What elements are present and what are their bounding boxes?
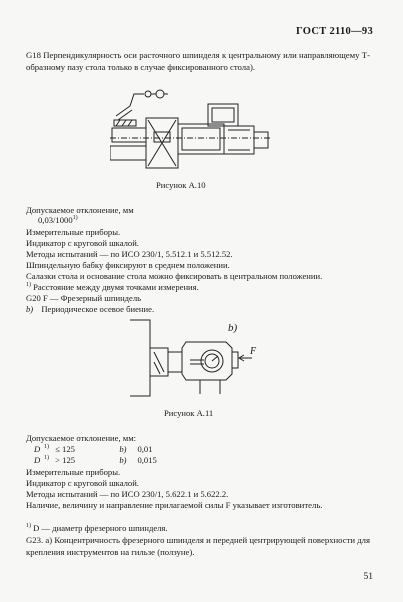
footnote-a <box>26 282 199 293</box>
figure-a10-caption: Рисунок А.10 <box>156 180 206 190</box>
tolerance-row-item: b) <box>119 444 127 454</box>
figure-a11-drawing <box>126 318 276 398</box>
figure-a10-drawing <box>110 86 270 172</box>
g20-item-text: Периодическое осевое биение. <box>41 304 155 314</box>
tolerance-row-value: 0,01 <box>137 444 153 454</box>
figure-a11-label-b: b) <box>228 322 238 334</box>
footnote-b-sup: 1) <box>26 523 31 530</box>
g20-item-letter: b) <box>26 304 34 314</box>
footnote-a-sup: 1) <box>26 282 31 289</box>
lines-b-1: Индикатор с круговой шкалой. <box>26 478 139 488</box>
lines-a-2: Методы испытаний — по ИСО 230/1, 5.512.1 и 5.512.52. <box>26 249 233 259</box>
tolerance-b-row <box>34 444 153 455</box>
tolerance-a-label: Допускаемое отклонение, мм <box>26 205 134 215</box>
g18-paragraph: G18 Перпендикулярность оси расточного шпинделя к центральному или направляющему Т-образному пазу стола только в случае фиксированного стола). <box>26 50 370 72</box>
tolerance-row-d: D <box>34 444 41 454</box>
g20-item <box>26 304 154 315</box>
lines-a-1: Индикатор с круговой шкалой. <box>26 238 139 248</box>
g20-title: G20 F — Фрезерный шпиндель <box>26 293 142 303</box>
lines-b-2: Методы испытаний — по ИСО 230/1, 5.622.1 и 5.622.2. <box>26 489 229 499</box>
figure-a11-caption: Рисунок А.11 <box>164 408 214 418</box>
tolerance-row-op: > 125 <box>55 455 76 465</box>
force-paragraph: Наличие, величину и направление прилагаемой силы F указывает изготовитель. <box>26 500 323 510</box>
tolerance-row-op: ≤ 125 <box>55 444 75 454</box>
tolerance-row-value: 0,015 <box>137 455 157 465</box>
lines-b-0: Измерительные приборы. <box>26 467 121 477</box>
footnote-b-text: D — диаметр фрезерного шпинделя. <box>33 523 168 533</box>
tolerance-a-value <box>38 215 78 226</box>
footnote-b <box>26 523 168 534</box>
figure-a11-label-f: F <box>250 346 257 357</box>
tolerance-row-sup: 1) <box>44 455 49 462</box>
tolerance-a-number: 0,03/1000 <box>38 215 73 225</box>
lines-a-4: Салазки стола и основание стола можно фиксировать в центральном положении. <box>26 271 323 281</box>
page-number: 51 <box>363 572 373 582</box>
lines-a-0: Измерительные приборы. <box>26 227 121 237</box>
lines-a-3: Шпиндельную бабку фиксируют в среднем положении. <box>26 260 230 270</box>
tolerance-row-d: D <box>34 455 41 465</box>
g23-paragraph: G23. a) Концентричность фрезерного шпинделя и передней центрирующей поверхности для крепления инструментов на гильзе (ползуне). <box>26 535 370 557</box>
tolerance-b-label: Допускаемое отклонение, мм: <box>26 433 137 443</box>
tolerance-row-item: b) <box>119 455 127 465</box>
tolerance-b-row <box>34 455 157 466</box>
tolerance-row-sup: 1) <box>44 444 49 451</box>
tolerance-a-sup: 1) <box>72 215 78 222</box>
standard-header: ГОСТ 2110—93 <box>296 26 373 37</box>
footnote-a-text: Расстояние между двумя точками измерения. <box>33 282 199 292</box>
